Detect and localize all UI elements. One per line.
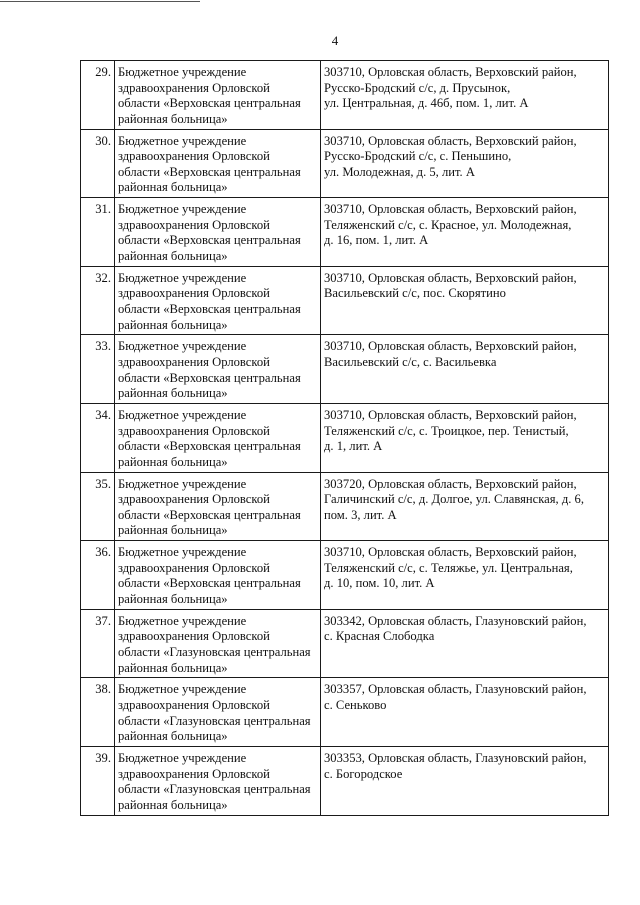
top-rule — [0, 1, 200, 2]
institution-name-line: здравоохранения Орловской — [118, 80, 270, 95]
institution-name-line: здравоохранения Орловской — [118, 286, 270, 301]
institution-name-cell — [115, 335, 321, 404]
institution-name-line: здравоохранения Орловской — [118, 629, 270, 644]
institution-name-line: области «Верховская центральная — [118, 370, 301, 385]
institution-name-line: районная больница» — [118, 386, 228, 401]
institution-name-line: Бюджетное учреждение — [118, 545, 247, 560]
row-number: 35. — [81, 472, 115, 541]
table-row — [81, 266, 609, 335]
institution-name-cell — [115, 678, 321, 747]
institution-name-line: районная больница» — [118, 454, 228, 469]
address-line: Галичинский с/с, д. Долгое, ул. Славянская, д. 6, — [324, 492, 584, 507]
institution-name-line: области «Верховская центральная — [118, 96, 301, 111]
institution-name-line: районная больница» — [118, 660, 228, 675]
institution-name-line: здравоохранения Орловской — [118, 149, 270, 164]
institution-name-cell — [115, 129, 321, 198]
address-line: с. Красная Слободка — [324, 629, 435, 644]
address-line: Васильевский с/с, пос. Скорятино — [324, 286, 506, 301]
table-row — [81, 61, 609, 130]
institution-name-line: здравоохранения Орловской — [118, 697, 270, 712]
institution-name-cell — [115, 266, 321, 335]
address-cell — [321, 746, 609, 815]
address-cell — [321, 61, 609, 130]
row-number: 36. — [81, 541, 115, 610]
institution-name-line: здравоохранения Орловской — [118, 560, 270, 575]
registry-table-body — [81, 61, 609, 816]
table-row — [81, 335, 609, 404]
table-row — [81, 129, 609, 198]
institution-name-line: районная больница» — [118, 111, 228, 126]
address-line: 303710, Орловская область, Верховский район, — [324, 339, 577, 354]
institution-name-line: области «Верховская центральная — [118, 507, 301, 522]
institution-name-line: районная больница» — [118, 729, 228, 744]
institution-name-cell — [115, 403, 321, 472]
institution-name-line: Бюджетное учреждение — [118, 202, 247, 217]
address-cell — [321, 403, 609, 472]
institution-name-line: Бюджетное учреждение — [118, 682, 247, 697]
address-cell — [321, 129, 609, 198]
address-cell — [321, 335, 609, 404]
address-cell — [321, 609, 609, 678]
address-line: с. Богородское — [324, 766, 403, 781]
address-cell — [321, 541, 609, 610]
institution-name-line: районная больница» — [118, 317, 228, 332]
institution-name-line: Бюджетное учреждение — [118, 750, 247, 765]
address-line: 303357, Орловская область, Глазуновский район, — [324, 682, 587, 697]
institution-name-line: области «Глазуновская центральная — [118, 713, 311, 728]
institution-name-line: здравоохранения Орловской — [118, 354, 270, 369]
page-number: 4 — [331, 33, 339, 48]
institution-name-cell — [115, 609, 321, 678]
institution-name-line: области «Верховская центральная — [118, 233, 301, 248]
address-line: д. 10, пом. 10, лит. А — [324, 576, 435, 591]
address-line: Русско-Бродский с/с, д. Прусынок, — [324, 80, 511, 95]
row-number: 30. — [81, 129, 115, 198]
institution-name-line: области «Глазуновская центральная — [118, 644, 311, 659]
row-number: 39. — [81, 746, 115, 815]
address-line: д. 1, лит. А — [324, 439, 383, 454]
institution-name-line: Бюджетное учреждение — [118, 270, 247, 285]
address-line: 303710, Орловская область, Верховский район, — [324, 133, 577, 148]
address-line: 303710, Орловская область, Верховский район, — [324, 545, 577, 560]
row-number: 31. — [81, 198, 115, 267]
address-line: Теляженский с/с, с. Красное, ул. Молодежная, — [324, 217, 572, 232]
institution-name-cell — [115, 541, 321, 610]
institution-name-line: здравоохранения Орловской — [118, 492, 270, 507]
institution-name-line: Бюджетное учреждение — [118, 613, 247, 628]
row-number: 29. — [81, 61, 115, 130]
institution-name-cell — [115, 472, 321, 541]
address-line: 303710, Орловская область, Верховский район, — [324, 407, 577, 422]
table-row — [81, 746, 609, 815]
institution-name-cell — [115, 746, 321, 815]
row-number: 33. — [81, 335, 115, 404]
address-line: пом. 3, лит. А — [324, 507, 397, 522]
address-line: Русско-Бродский с/с, с. Пеньшино, — [324, 149, 512, 164]
table-row — [81, 198, 609, 267]
institution-name-line: районная больница» — [118, 591, 228, 606]
address-cell — [321, 678, 609, 747]
institution-name-line: здравоохранения Орловской — [118, 217, 270, 232]
address-line: Теляженский с/с, с. Троицкое, пер. Тенистый, — [324, 423, 569, 438]
row-number: 37. — [81, 609, 115, 678]
address-cell — [321, 472, 609, 541]
address-line: Теляженский с/с, с. Теляжье, ул. Центральная, — [324, 560, 573, 575]
row-number: 32. — [81, 266, 115, 335]
table-row — [81, 403, 609, 472]
address-line: 303710, Орловская область, Верховский район, — [324, 270, 577, 285]
address-line: с. Сеньково — [324, 697, 387, 712]
address-cell — [321, 198, 609, 267]
institution-name-line: Бюджетное учреждение — [118, 339, 247, 354]
address-cell — [321, 266, 609, 335]
address-line: ул. Центральная, д. 46б, пом. 1, лит. А — [324, 96, 529, 111]
institution-name-line: здравоохранения Орловской — [118, 766, 270, 781]
institution-name-line: районная больница» — [118, 180, 228, 195]
table-row — [81, 541, 609, 610]
table-row — [81, 472, 609, 541]
institution-name-cell — [115, 198, 321, 267]
address-line: д. 16, пом. 1, лит. А — [324, 233, 429, 248]
institution-name-line: Бюджетное учреждение — [118, 133, 247, 148]
institution-name-line: области «Верховская центральная — [118, 439, 301, 454]
address-line: 303342, Орловская область, Глазуновский район, — [324, 613, 587, 628]
institution-name-line: Бюджетное учреждение — [118, 476, 247, 491]
institution-name-line: здравоохранения Орловской — [118, 423, 270, 438]
address-line: 303353, Орловская область, Глазуновский район, — [324, 750, 587, 765]
address-line: Васильевский с/с, с. Васильевка — [324, 354, 497, 369]
registry-table — [80, 60, 609, 816]
institution-name-line: районная больница» — [118, 248, 228, 263]
institution-name-line: Бюджетное учреждение — [118, 407, 247, 422]
institution-name-line: районная больница» — [118, 523, 228, 538]
institution-name-line: области «Верховская центральная — [118, 576, 301, 591]
address-line: 303720, Орловская область, Верховский район, — [324, 476, 577, 491]
institution-name-line: районная больница» — [118, 797, 228, 812]
row-number: 38. — [81, 678, 115, 747]
table-row — [81, 678, 609, 747]
institution-name-line: Бюджетное учреждение — [118, 65, 247, 79]
institution-name-line: области «Верховская центральная — [118, 301, 301, 316]
institution-name-line: области «Верховская центральная — [118, 164, 301, 179]
address-line: 303710, Орловская область, Верховский район, — [324, 202, 577, 217]
table-row — [81, 609, 609, 678]
institution-name-cell — [115, 61, 321, 130]
address-line: 303710, Орловская область, Верховский район, — [324, 65, 577, 79]
row-number: 34. — [81, 403, 115, 472]
address-line: ул. Молодежная, д. 5, лит. А — [324, 164, 475, 179]
institution-name-line: области «Глазуновская центральная — [118, 782, 311, 797]
